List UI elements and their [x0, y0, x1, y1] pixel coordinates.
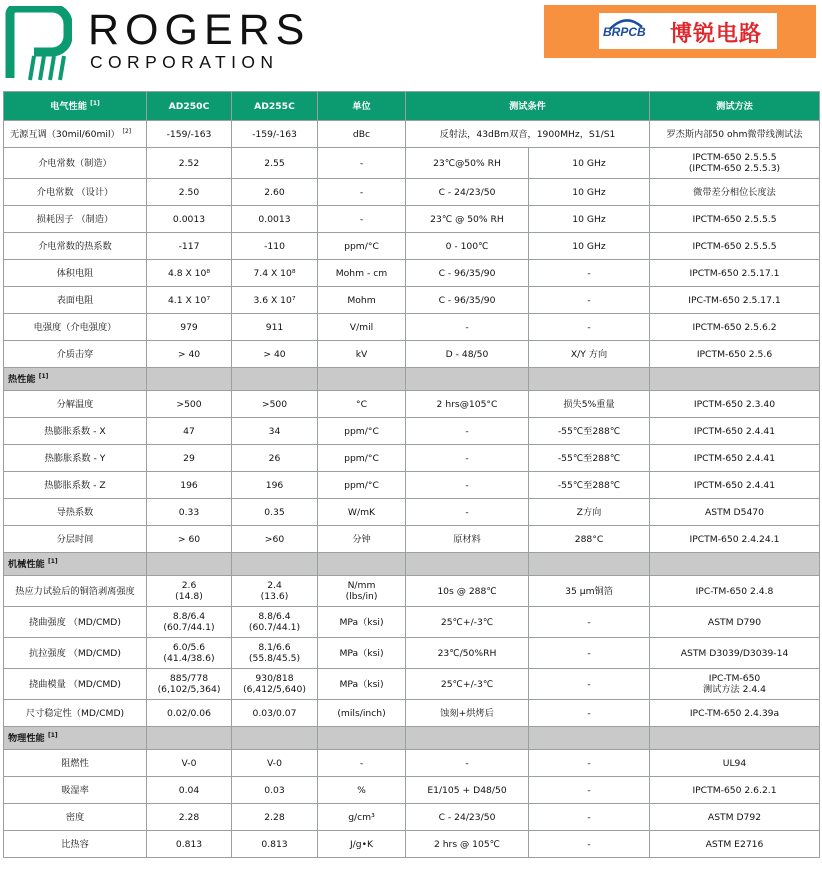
method-cell: IPCTM-650 2.5.6 [650, 341, 820, 368]
table-row [4, 777, 820, 804]
property-cell: 热膨胀系数 - X [4, 418, 147, 445]
brand-subtitle: CORPORATION [90, 52, 279, 72]
table-row [4, 499, 820, 526]
badge-panel [599, 13, 777, 49]
unit-cell: kV [318, 341, 406, 368]
unit-cell: MPa（ksi) [318, 638, 406, 669]
condition-cell: - [529, 804, 650, 831]
table-row [4, 638, 820, 669]
condition-cell: D - 48/50 [406, 341, 529, 368]
value-cell: 2.4 (13.6) [232, 576, 318, 607]
section-title: 机械性能 [1] [4, 553, 147, 576]
condition-cell: X/Y 方向 [529, 341, 650, 368]
method-cell: IPCTM-650 2.3.40 [650, 391, 820, 418]
value-cell: 0.0013 [147, 206, 232, 233]
condition-cell: - [529, 260, 650, 287]
value-cell: > 60 [147, 526, 232, 553]
condition-cell: 10s @ 288℃ [406, 576, 529, 607]
value-cell: 0.35 [232, 499, 318, 526]
unit-cell: ppm/°C [318, 418, 406, 445]
condition-cell: - [529, 287, 650, 314]
method-cell: ASTM D790 [650, 607, 820, 638]
condition-cell: -55℃至288℃ [529, 445, 650, 472]
col-header-ad255c: AD255C [232, 92, 318, 121]
unit-cell: Mohm [318, 287, 406, 314]
value-cell: 6.0/5.6 (41.4/38.6) [147, 638, 232, 669]
property-cell: 吸湿率 [4, 777, 147, 804]
value-cell: > 40 [147, 341, 232, 368]
value-cell: 4.8 X 10⁸ [147, 260, 232, 287]
condition-cell: 23℃/50%RH [406, 638, 529, 669]
condition-cell: 2 hrs@105°C [406, 391, 529, 418]
property-cell: 尺寸稳定性（MD/CMD) [4, 700, 147, 727]
condition-cell: 23℃ @ 50% RH [406, 206, 529, 233]
value-cell: 0.33 [147, 499, 232, 526]
value-cell: 2.55 [232, 148, 318, 179]
condition-cell: 23℃@50% RH [406, 148, 529, 179]
unit-cell: - [318, 750, 406, 777]
value-cell: 0.02/0.06 [147, 700, 232, 727]
table-row [4, 391, 820, 418]
method-cell: IPCTM-650 2.4.41 [650, 418, 820, 445]
value-cell: 2.50 [147, 179, 232, 206]
condition-cell: 损失5%重量 [529, 391, 650, 418]
unit-cell: dBc [318, 121, 406, 148]
value-cell: 3.6 X 10⁷ [232, 287, 318, 314]
table-row [4, 831, 820, 858]
condition-cell: 蚀刻+烘烤后 [406, 700, 529, 727]
value-cell: >500 [147, 391, 232, 418]
method-cell: IPCTM-650 2.5.17.1 [650, 260, 820, 287]
method-cell: IPCTM-650 2.4.24.1 [650, 526, 820, 553]
property-cell: 分层时间 [4, 526, 147, 553]
property-cell: 导热系数 [4, 499, 147, 526]
value-cell: 979 [147, 314, 232, 341]
unit-cell: J/g•K [318, 831, 406, 858]
value-cell: > 40 [232, 341, 318, 368]
value-cell: 8.1/6.6 (55.8/45.5) [232, 638, 318, 669]
condition-cell: 10 GHz [529, 233, 650, 260]
value-cell: 26 [232, 445, 318, 472]
method-cell: ASTM D5470 [650, 499, 820, 526]
condition-cell: 反射法，43dBm双音，1900MHz，S1/S1 [406, 121, 650, 148]
value-cell: 930/818 (6,412/5,640) [232, 669, 318, 700]
table-row [4, 287, 820, 314]
method-cell: 罗杰斯内部50 ohm微带线测试法 [650, 121, 820, 148]
method-cell: IPC-TM-650 2.4.8 [650, 576, 820, 607]
value-cell: >60 [232, 526, 318, 553]
method-cell: IPC-TM-650 2.4.39a [650, 700, 820, 727]
unit-cell: % [318, 777, 406, 804]
value-cell: 2.52 [147, 148, 232, 179]
value-cell: 0.03 [232, 777, 318, 804]
section-row-thermal [4, 368, 820, 391]
value-cell: 885/778 (6,102/5,364) [147, 669, 232, 700]
value-cell: 0.813 [232, 831, 318, 858]
condition-cell: - [529, 638, 650, 669]
condition-cell: - [406, 750, 529, 777]
condition-cell: Z方向 [529, 499, 650, 526]
property-cell: 表面电阻 [4, 287, 147, 314]
table-row [4, 526, 820, 553]
condition-cell: - [529, 831, 650, 858]
value-cell: 0.813 [147, 831, 232, 858]
table-row [4, 804, 820, 831]
property-cell: 热膨胀系数 - Y [4, 445, 147, 472]
method-cell: ASTM D792 [650, 804, 820, 831]
value-cell: 47 [147, 418, 232, 445]
property-cell: 热膨胀系数 - Z [4, 472, 147, 499]
condition-cell: - [406, 418, 529, 445]
unit-cell: (mils/inch) [318, 700, 406, 727]
condition-cell: - [529, 777, 650, 804]
condition-cell: 2 hrs @ 105℃ [406, 831, 529, 858]
condition-cell: - [406, 472, 529, 499]
property-cell: 介电常数 （设计） [4, 179, 147, 206]
table-row [4, 206, 820, 233]
condition-cell: -55℃至288℃ [529, 472, 650, 499]
condition-cell: - [529, 750, 650, 777]
badge-chinese: 博锐电路 [670, 21, 763, 47]
value-cell: 29 [147, 445, 232, 472]
condition-cell: 10 GHz [529, 148, 650, 179]
value-cell: V-0 [232, 750, 318, 777]
badge-english: BRPCB [603, 25, 646, 39]
col-header-property: 电气性能 [1] [4, 92, 147, 121]
method-cell: IPCTM-650 2.5.5.5 (IPCTM-650 2.5.5.3) [650, 148, 820, 179]
value-cell: 2.28 [147, 804, 232, 831]
condition-cell: -55℃至288℃ [529, 418, 650, 445]
unit-cell: - [318, 206, 406, 233]
property-cell: 无源互调（30mil/60mil） [2] [4, 121, 147, 148]
method-cell: IPCTM-650 2.5.5.5 [650, 206, 820, 233]
condition-cell: 25℃+/-3℃ [406, 607, 529, 638]
condition-cell: C - 96/35/90 [406, 287, 529, 314]
value-cell: 0.03/0.07 [232, 700, 318, 727]
table-row [4, 121, 820, 148]
value-cell: >500 [232, 391, 318, 418]
method-cell: IPCTM-650 2.5.5.5 [650, 233, 820, 260]
method-cell: ASTM D3039/D3039-14 [650, 638, 820, 669]
value-cell: 34 [232, 418, 318, 445]
value-cell: -159/-163 [232, 121, 318, 148]
table-row [4, 341, 820, 368]
unit-cell: g/cm³ [318, 804, 406, 831]
brpcb-badge [544, 5, 816, 58]
method-cell: IPCTM-650 2.6.2.1 [650, 777, 820, 804]
col-header-method: 测试方法 [650, 92, 820, 121]
unit-cell: W/mK [318, 499, 406, 526]
table-row [4, 314, 820, 341]
condition-cell: C - 24/23/50 [406, 179, 529, 206]
property-cell: 损耗因子 （制造） [4, 206, 147, 233]
col-header-unit: 单位 [318, 92, 406, 121]
condition-cell: 10 GHz [529, 206, 650, 233]
condition-cell: - [406, 314, 529, 341]
property-cell: 介电常数的热系数 [4, 233, 147, 260]
unit-cell: - [318, 179, 406, 206]
page-header [0, 0, 822, 90]
property-cell: 电强度（介电强度） [4, 314, 147, 341]
table-row [4, 418, 820, 445]
unit-cell: MPa（ksi) [318, 669, 406, 700]
table-row [4, 233, 820, 260]
condition-cell: E1/105 + D48/50 [406, 777, 529, 804]
unit-cell: - [318, 148, 406, 179]
method-cell: ASTM E2716 [650, 831, 820, 858]
spec-table [3, 91, 820, 858]
unit-cell: ppm/°C [318, 233, 406, 260]
value-cell: 2.28 [232, 804, 318, 831]
condition-cell: - [529, 607, 650, 638]
table-row [4, 750, 820, 777]
property-cell: 挠曲模量 （MD/CMD) [4, 669, 147, 700]
property-cell: 挠曲强度 （MD/CMD) [4, 607, 147, 638]
condition-cell: 25℃+/-3℃ [406, 669, 529, 700]
condition-cell: 10 GHz [529, 179, 650, 206]
unit-cell: ppm/°C [318, 445, 406, 472]
property-cell: 抗拉强度 （MD/CMD) [4, 638, 147, 669]
property-cell: 介电常数（制造） [4, 148, 147, 179]
method-cell: 微带差分相位长度法 [650, 179, 820, 206]
condition-cell: - [406, 445, 529, 472]
unit-cell: Mohm - cm [318, 260, 406, 287]
value-cell: 4.1 X 10⁷ [147, 287, 232, 314]
property-cell: 密度 [4, 804, 147, 831]
col-header-ad250c: AD250C [147, 92, 232, 121]
table-row [4, 148, 820, 179]
condition-cell: 288°C [529, 526, 650, 553]
property-cell: 热应力试验后的铜箔剥离强度 [4, 576, 147, 607]
col-header-condition: 测试条件 [406, 92, 650, 121]
value-cell: -117 [147, 233, 232, 260]
section-title: 热性能 [1] [4, 368, 147, 391]
condition-cell: 0 - 100℃ [406, 233, 529, 260]
method-cell: IPCTM-650 2.5.6.2 [650, 314, 820, 341]
unit-cell: V/mil [318, 314, 406, 341]
condition-cell: - [529, 314, 650, 341]
unit-cell: MPa（ksi) [318, 607, 406, 638]
property-cell: 介质击穿 [4, 341, 147, 368]
value-cell: 8.8/6.4 (60.7/44.1) [147, 607, 232, 638]
unit-cell: 分钟 [318, 526, 406, 553]
method-cell: IPCTM-650 2.4.41 [650, 472, 820, 499]
table-row [4, 700, 820, 727]
table-row [4, 445, 820, 472]
table-row [4, 669, 820, 700]
property-cell: 分解温度 [4, 391, 147, 418]
rogers-logo-icon [4, 6, 72, 84]
condition-cell: C - 96/35/90 [406, 260, 529, 287]
section-row-mechanical [4, 553, 820, 576]
value-cell: 196 [147, 472, 232, 499]
value-cell: V-0 [147, 750, 232, 777]
condition-cell: - [529, 700, 650, 727]
condition-cell: - [406, 499, 529, 526]
condition-cell: C - 24/23/50 [406, 804, 529, 831]
method-cell: IPC-TM-650 2.5.17.1 [650, 287, 820, 314]
value-cell: 196 [232, 472, 318, 499]
table-row [4, 179, 820, 206]
property-cell: 体积电阻 [4, 260, 147, 287]
value-cell: 0.04 [147, 777, 232, 804]
property-cell: 比热容 [4, 831, 147, 858]
value-cell: 2.6 (14.8) [147, 576, 232, 607]
table-row [4, 607, 820, 638]
condition-cell: 原材料 [406, 526, 529, 553]
value-cell: -110 [232, 233, 318, 260]
method-cell: IPCTM-650 2.4.41 [650, 445, 820, 472]
table-row [4, 576, 820, 607]
table-row [4, 260, 820, 287]
value-cell: 0.0013 [232, 206, 318, 233]
condition-cell: 35 µm铜箔 [529, 576, 650, 607]
table-row [4, 472, 820, 499]
brand-name: ROGERS [88, 6, 311, 54]
section-title: 物理性能 [1] [4, 727, 147, 750]
condition-cell: - [529, 669, 650, 700]
method-cell: UL94 [650, 750, 820, 777]
value-cell: 911 [232, 314, 318, 341]
property-cell: 阻燃性 [4, 750, 147, 777]
value-cell: 7.4 X 10⁸ [232, 260, 318, 287]
method-cell: IPC-TM-650 测试方法 2.4.4 [650, 669, 820, 700]
unit-cell: °C [318, 391, 406, 418]
table-header-row [4, 92, 820, 121]
unit-cell: N/mm (lbs/in) [318, 576, 406, 607]
value-cell: 8.8/6.4 (60.7/44.1) [232, 607, 318, 638]
value-cell: -159/-163 [147, 121, 232, 148]
unit-cell: ppm/°C [318, 472, 406, 499]
section-row-physical [4, 727, 820, 750]
value-cell: 2.60 [232, 179, 318, 206]
